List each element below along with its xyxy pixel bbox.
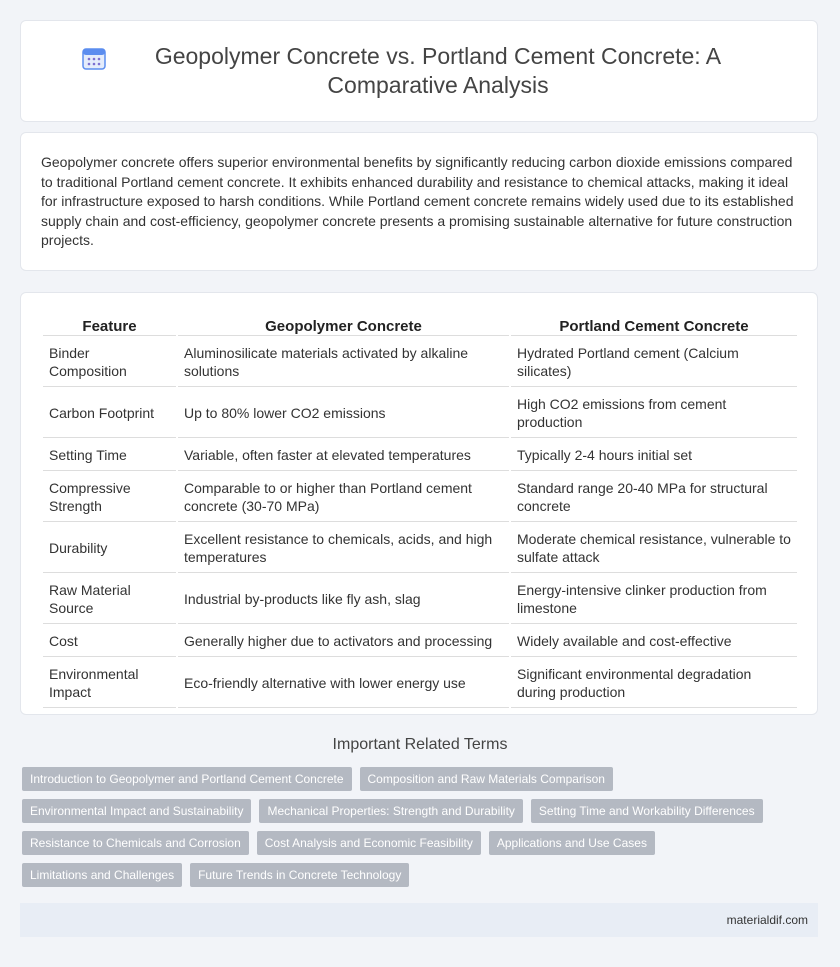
- footer: [20, 903, 818, 937]
- related-term-tag[interactable]: Cost Analysis and Economic Feasibility: [257, 831, 481, 855]
- intro-card: [20, 132, 818, 271]
- portland-cell: Energy-intensive clinker production from limestone: [511, 575, 797, 624]
- intro-paragraph: Geopolymer concrete offers superior environmental benefits by significantly reducing carbon dioxide emissions compared to traditional Portland cement concrete. It exhibits enhanced durability and resistance to chemical attacks, making it ideal for infrastructure exposed to harsh conditions. While Portland cement concrete remains widely used due to its established supply chain and cost-efficiency, geopolymer concrete presents a promising sustainable alternative for future construction projects.: [41, 154, 794, 249]
- geopolymer-cell: Up to 80% lower CO2 emissions: [178, 389, 509, 438]
- portland-cell: Standard range 20-40 MPa for structural concrete: [511, 473, 797, 522]
- table-row: [43, 659, 797, 708]
- portland-cell: High CO2 emissions from cement production: [511, 389, 797, 438]
- related-term-tag[interactable]: Setting Time and Workability Differences: [531, 799, 763, 823]
- header-geopolymer: Geopolymer Concrete: [178, 315, 509, 336]
- table-row: [43, 626, 797, 657]
- portland-cell: Moderate chemical resistance, vulnerable to sulfate attack: [511, 524, 797, 573]
- feature-cell: Binder Composition: [43, 338, 176, 387]
- footer-site-link[interactable]: materialdif.com: [726, 913, 808, 927]
- portland-cell: Significant environmental degradation during production: [511, 659, 797, 708]
- related-term-tag[interactable]: Composition and Raw Materials Comparison: [360, 767, 613, 791]
- header-portland: Portland Cement Concrete: [511, 315, 797, 336]
- feature-cell: Raw Material Source: [43, 575, 176, 624]
- table-row: [43, 338, 797, 387]
- related-term-tag[interactable]: Introduction to Geopolymer and Portland Cement Concrete: [22, 767, 352, 791]
- comparison-table: [41, 313, 799, 710]
- feature-cell: Cost: [43, 626, 176, 657]
- feature-cell: Compressive Strength: [43, 473, 176, 522]
- portland-cell: Widely available and cost-effective: [511, 626, 797, 657]
- geopolymer-cell: Excellent resistance to chemicals, acids, and high temperatures: [178, 524, 509, 573]
- feature-cell: Carbon Footprint: [43, 389, 176, 438]
- page-title: Geopolymer Concrete vs. Portland Cement Concrete: A Comparative Analysis: [154, 43, 722, 98]
- related-term-tag[interactable]: Future Trends in Concrete Technology: [190, 863, 409, 887]
- table-row: [43, 575, 797, 624]
- calendar-icon: [81, 45, 107, 71]
- header-feature: Feature: [43, 315, 176, 336]
- geopolymer-cell: Eco-friendly alternative with lower energy use: [178, 659, 509, 708]
- related-term-tag[interactable]: Limitations and Challenges: [22, 863, 182, 887]
- portland-cell: Typically 2-4 hours initial set: [511, 440, 797, 471]
- geopolymer-cell: Industrial by-products like fly ash, slag: [178, 575, 509, 624]
- related-term-tag[interactable]: Applications and Use Cases: [489, 831, 655, 855]
- geopolymer-cell: Aluminosilicate materials activated by alkaline solutions: [178, 338, 509, 387]
- table-row: [43, 440, 797, 471]
- related-term-tag[interactable]: Mechanical Properties: Strength and Durability: [259, 799, 522, 823]
- comparison-table-card: [20, 292, 818, 715]
- related-term-tag[interactable]: Environmental Impact and Sustainability: [22, 799, 251, 823]
- table-row: [43, 524, 797, 573]
- related-terms-heading: Important Related Terms: [332, 736, 508, 753]
- title-wrap: [21, 42, 817, 100]
- geopolymer-cell: Variable, often faster at elevated temperatures: [178, 440, 509, 471]
- related-terms-list: [22, 767, 822, 895]
- feature-cell: Durability: [43, 524, 176, 573]
- related-term-tag[interactable]: Resistance to Chemicals and Corrosion: [22, 831, 249, 855]
- table-row: [43, 389, 797, 438]
- geopolymer-cell: Generally higher due to activators and processing: [178, 626, 509, 657]
- geopolymer-cell: Comparable to or higher than Portland cement concrete (30-70 MPa): [178, 473, 509, 522]
- feature-cell: Environmental Impact: [43, 659, 176, 708]
- portland-cell: Hydrated Portland cement (Calcium silicates): [511, 338, 797, 387]
- feature-cell: Setting Time: [43, 440, 176, 471]
- title-card: [20, 20, 818, 122]
- table-header-row: [43, 315, 797, 336]
- table-row: [43, 473, 797, 522]
